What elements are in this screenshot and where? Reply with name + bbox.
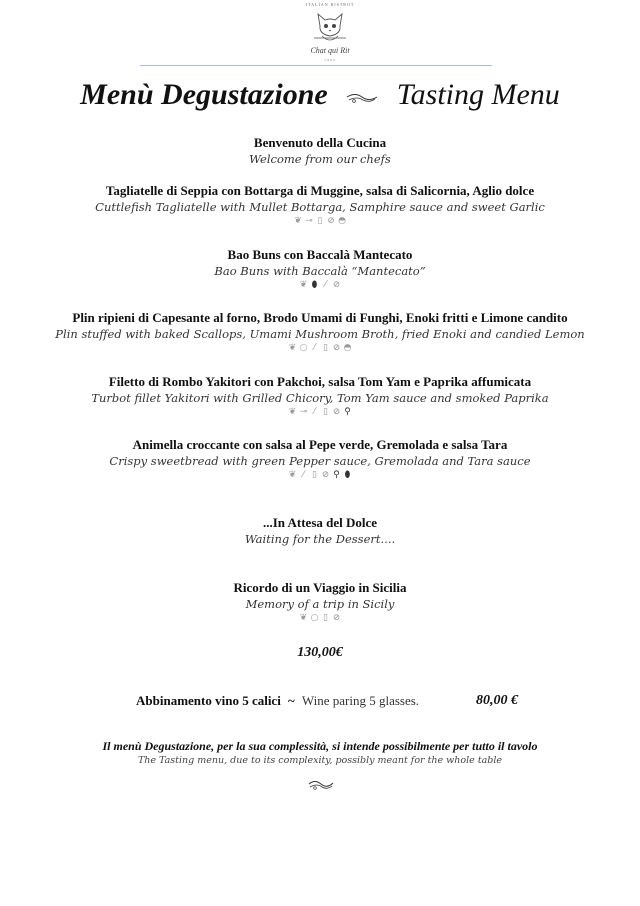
- celery-icon: ⁄: [313, 407, 316, 417]
- menu-price: 130,00€: [297, 645, 343, 660]
- flourish-icon: [345, 90, 379, 104]
- course-name-italian: Ricordo di un Viaggio in Sicilia: [233, 580, 407, 595]
- restaurant-logo: [296, 2, 364, 64]
- egg-icon: ○: [299, 343, 308, 353]
- shellfish-icon: ◓: [343, 343, 352, 353]
- allergen-icons: [0, 407, 640, 421]
- course-name-english: Welcome from our chefs: [249, 152, 391, 166]
- course-name-italian: Tagliatelle di Seppia con Bottarga di Muggine, salsa di Salicornia, Aglio dolce: [105, 183, 535, 198]
- course-name-italian: Animella croccante con salsa al Pepe verde, Gremolada e salsa Tara: [132, 437, 508, 452]
- nuts-icon: ⊘: [332, 407, 341, 417]
- wheat-icon: ❦: [288, 470, 297, 480]
- celery-icon: ⁄: [302, 470, 305, 480]
- egg-icon: ◓: [338, 216, 346, 226]
- wheat-icon: ❦: [299, 280, 308, 290]
- course-welcome: [0, 135, 640, 167]
- course-name-english: Crispy sweetbread with green Pepper sauce, Gremolada and Tara sauce: [109, 454, 531, 468]
- milk-icon: ▯: [323, 343, 328, 353]
- course-name-english: Memory of a trip in Sicily: [245, 597, 395, 611]
- mustard-icon: ⚲: [333, 470, 340, 480]
- mustard-icon: ⚲: [344, 407, 351, 417]
- course-tagliatelle: [0, 183, 640, 230]
- course-name-italian: Benvenuto della Cucina: [253, 135, 387, 150]
- wheat-icon: ❦: [288, 407, 297, 417]
- logo-subtext: 1992: [324, 58, 336, 62]
- course-name-italian: ...In Attesa del Dolce: [262, 515, 378, 530]
- milk-icon: ▯: [312, 470, 317, 480]
- wine-pairing: [136, 693, 536, 709]
- nuts-icon: ⊘: [327, 216, 335, 226]
- title-italian: Menù Degustazione: [80, 78, 328, 111]
- course-name-italian: Bao Buns con Baccalà Mantecato: [227, 247, 413, 262]
- course-name-english: Turbot fillet Yakitori with Grilled Chicory, Tom Yam sauce and smoked Paprika: [91, 391, 549, 405]
- milk-icon: ▯: [317, 216, 323, 226]
- wine-pairing-price: 80,00 €: [476, 693, 518, 708]
- fish-icon: ⊸: [299, 407, 308, 417]
- course-name-english: Cuttlefish Tagliatelle with Mullet Bottarga, Samphire sauce and sweet Garlic: [95, 200, 545, 214]
- wine-pairing-separator: ~: [287, 693, 295, 708]
- allergen-icons: [0, 280, 640, 294]
- course-name-english: Plin stuffed with baked Scallops, Umami Mushroom Broth, fried Enoki and candied Lemon: [55, 327, 585, 341]
- wheat-icon: ❦: [299, 613, 308, 623]
- flourish-icon: [307, 778, 335, 792]
- course-pre-dessert: [0, 515, 640, 547]
- nuts-icon: ⊘: [332, 280, 341, 290]
- nuts-icon: ⊘: [321, 470, 330, 480]
- course-turbot: [0, 374, 640, 421]
- course-sweetbread: [0, 437, 640, 484]
- course-name-italian: Plin ripieni di Capesante al forno, Brodo Umami di Funghi, Enoki fritti e Limone candito: [72, 310, 568, 325]
- celery-icon: ⁄: [324, 280, 327, 290]
- milk-icon: ▯: [323, 407, 328, 417]
- allergen-icons: [0, 343, 640, 357]
- title-english: Tasting Menu: [396, 78, 560, 111]
- menu-note: [0, 739, 640, 768]
- course-bao-buns: [0, 247, 640, 294]
- wheat-icon: ❦: [288, 343, 297, 353]
- note-english: The Tasting menu, due to its complexity, possibly meant for the whole table: [137, 755, 503, 766]
- wheat-icon: ❦: [294, 216, 302, 226]
- allergen-icons: [0, 470, 640, 484]
- note-italian: Il menù Degustazione, per la sua complessità, si intende possibilmente per tutto il tavolo: [102, 739, 538, 753]
- logo-name: Chat qui Rit: [310, 46, 350, 55]
- wine-pairing-english: Wine paring 5 glasses.: [301, 693, 420, 708]
- egg-icon: ○: [310, 613, 319, 623]
- course-plin: [0, 310, 640, 357]
- soy-icon: ⬮: [311, 280, 318, 290]
- soy-icon: ⬮: [344, 470, 351, 480]
- course-dessert: [0, 580, 640, 627]
- celery-icon: ⁄: [313, 343, 316, 353]
- fish-icon: ⊸: [305, 216, 313, 226]
- milk-icon: ▯: [323, 613, 328, 623]
- nuts-icon: ⊘: [332, 613, 341, 623]
- cat-icon: [310, 8, 350, 46]
- course-name-english: Bao Buns with Baccalà “Mantecato”: [214, 264, 426, 278]
- allergen-icons: [0, 613, 640, 627]
- logo-arc-text: ITALIAN BISTROT: [305, 2, 355, 7]
- nuts-icon: ⊘: [332, 343, 341, 353]
- menu-title: [0, 78, 640, 112]
- wine-pairing-italian: Abbinamento vino 5 calici: [136, 693, 281, 708]
- header-divider: [140, 65, 492, 66]
- allergen-icons: [0, 216, 640, 230]
- course-name-italian: Filetto di Rombo Yakitori con Pakchoi, salsa Tom Yam e Paprika affumicata: [108, 374, 532, 389]
- course-name-english: Waiting for the Dessert....: [244, 532, 396, 546]
